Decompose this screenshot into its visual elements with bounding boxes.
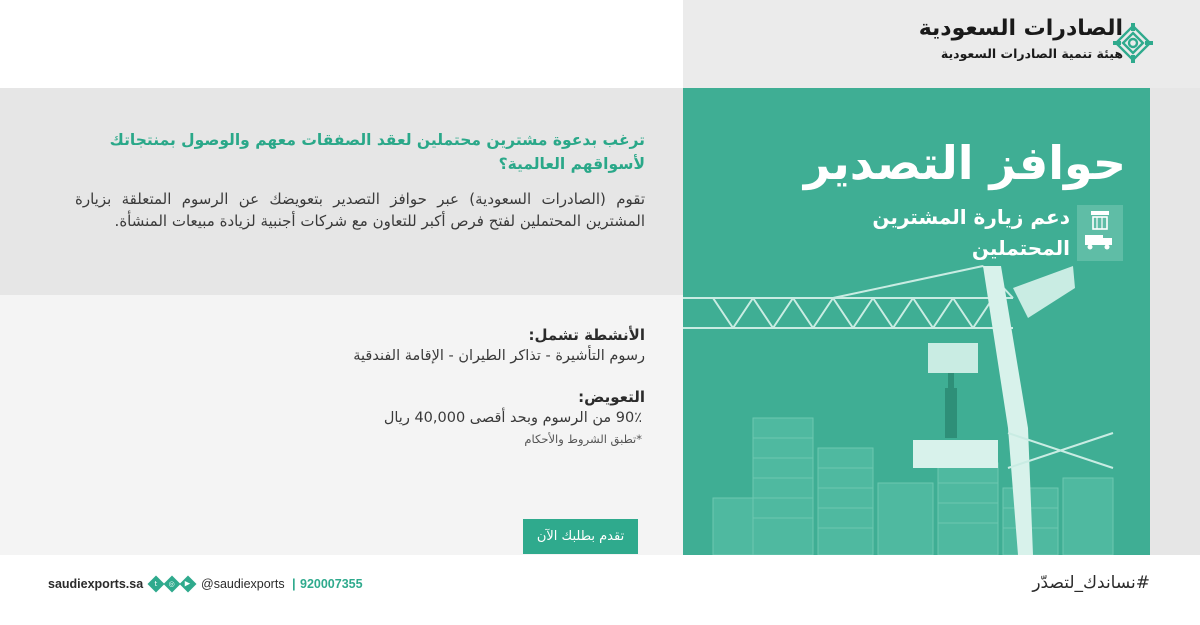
compensation-text: 90٪ من الرسوم وبحد أقصى 40,000 ريال [383,410,642,426]
right-edge-background [1150,88,1200,555]
intro-question: ترغب بدعوة مشترين محتملين لعقد الصفقات معهم والوصول بمنتجاتك لأسواقهم العالمية؟ [109,131,645,173]
panel-subtitle: دعم زيارة المشترين المحتملين [872,205,1070,260]
logo-subtitle: هيئة تنمية الصادرات السعودية [940,46,1123,61]
social-handle[interactable]: @saudiexports [201,577,285,591]
twitter-icon[interactable]: t [148,576,165,593]
website-link[interactable]: saudiexports.sa [48,577,144,591]
container-truck-icon [1077,205,1123,261]
campaign-hashtag: #نساندك_لتصدّر [1032,573,1150,593]
header-background [0,0,683,88]
logo-title: الصادرات السعودية [918,16,1123,41]
footer-background [0,555,1200,625]
instagram-icon[interactable]: ◎ [164,576,181,593]
social-icons [150,578,194,590]
activities-text: رسوم التأشيرة - تذاكر الطيران - الإقامة الفندقية [353,348,645,364]
activities-heading: الأنشطة تشمل: [528,326,645,344]
apply-now-button[interactable]: تقدم بطلبك الآن [523,519,638,554]
panel-title: حوافز التصدير [803,136,1126,190]
phone-number[interactable]: 920007355 [300,577,363,591]
footer-separator: | [292,576,296,591]
intro-description: تقوم (الصادرات السعودية) عبر حوافز التصدير بتعويضك عن الرسوم المتعلقة بزيارة المشترين المحتملين لفتح فرص أكبر للتعاون مع شركات أجنبية لزيادة مبيعات المنشأة. [75,190,645,230]
terms-note: *تطبق الشروط والأحكام [524,432,642,446]
youtube-icon[interactable]: ▶ [180,576,197,593]
compensation-heading: التعويض: [578,388,645,406]
